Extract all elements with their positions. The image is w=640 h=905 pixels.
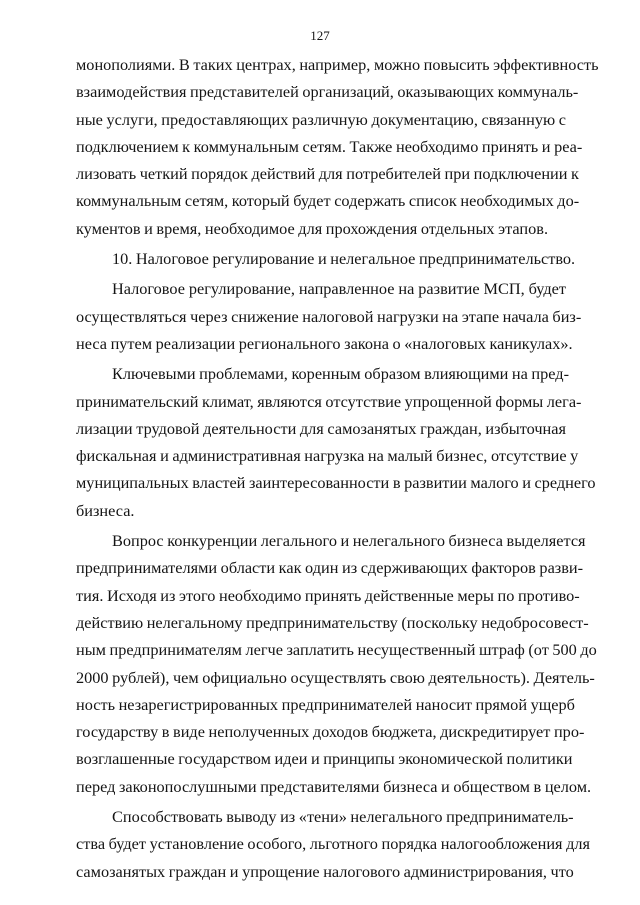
text-line: фискальная и административная нагрузка на малый бизнес, отсутствие у (76, 446, 579, 466)
page-number: 127 (310, 28, 330, 43)
paragraph-shadow-economy (76, 803, 590, 885)
section-heading-tax-regulation (76, 245, 576, 272)
text-line: неса путем реализации регионального закона о «налоговых каникулах». (76, 333, 573, 353)
text-line: коммунальным сетям, который будет содержать список необходимых до- (76, 191, 580, 211)
paragraph-mfc-centers (76, 51, 599, 242)
text-line: монополиями. В таких центрах, например, можно повысить эффективность (76, 55, 599, 74)
text-line: самозанятых граждан и упрощение налогового администрирования, что (76, 861, 574, 881)
text-line: Налоговое регулирование, направленное на развитие МСП, будет (112, 279, 566, 299)
text-line: кументов и время, необходимое для прохождения отдельных этапов. (76, 218, 549, 238)
text-line: муниципальных властей заинтересованности в развитии малого и среднего (76, 473, 596, 493)
text-line: лизации трудовой деятельности для самозанятых граждан, избыточная (76, 418, 566, 438)
text-line: принимательский климат, являются отсутствие упрощенной формы лега- (76, 391, 582, 411)
text-line: взаимодействия представителей организаций, оказывающих коммуналь- (76, 82, 579, 102)
text-line: бизнеса. (76, 500, 135, 520)
text-line: предпринимателями области как один из сдерживающих факторов разви- (76, 558, 584, 578)
text-line: действию нелегальному предпринимательству (поскольку недобросовест- (76, 612, 589, 632)
text-line: 2000 рублей), чем официально осуществлять свою деятельность). Деятель- (76, 667, 595, 687)
paragraph-key-problems (76, 360, 596, 524)
paragraph-illegal-business (76, 527, 597, 800)
text-line: осуществляться через снижение налоговой нагрузки на этапе начала биз- (76, 306, 582, 326)
page-body (76, 51, 599, 888)
text-line: ные услуги, предоставляющих различную документацию, связанную с (76, 109, 566, 129)
text-line: ства будет установление особого, льготного порядка налогообложения для (76, 834, 590, 854)
text-line: государству в виде неполученных доходов бюджета, дискредитирует про- (76, 722, 585, 742)
text-line: ность незарегистрированных предпринимателей наносит прямой ущерб (76, 694, 575, 714)
text-line: перед законопослушными представителями бизнеса и обществом в целом. (76, 776, 592, 796)
text-line: 10. Налоговое регулирование и нелегальное предпринимательство. (112, 249, 576, 269)
text-line: тия. Исходя из этого необходимо принять действенные меры по противо- (76, 585, 580, 605)
text-line: Вопрос конкуренции легального и нелегального бизнеса выделяется (112, 531, 586, 551)
text-line: Ключевыми проблемами, коренным образом влияющими на пред- (112, 364, 569, 384)
text-line: Способствовать выводу из «тени» нелегального предприниматель- (112, 807, 574, 827)
paragraph-tax-regulation (76, 275, 582, 357)
text-line: ным предпринимателям легче заплатить несущественный штраф (от 500 до (76, 640, 597, 660)
text-line: возглашенные государством идеи и принципы экономической политики (76, 749, 573, 769)
text-line: лизовать четкий порядок действий для потребителей при подключении к (76, 164, 579, 184)
text-line: подключением к коммунальным сетям. Также необходимо принять и реа- (76, 136, 583, 156)
